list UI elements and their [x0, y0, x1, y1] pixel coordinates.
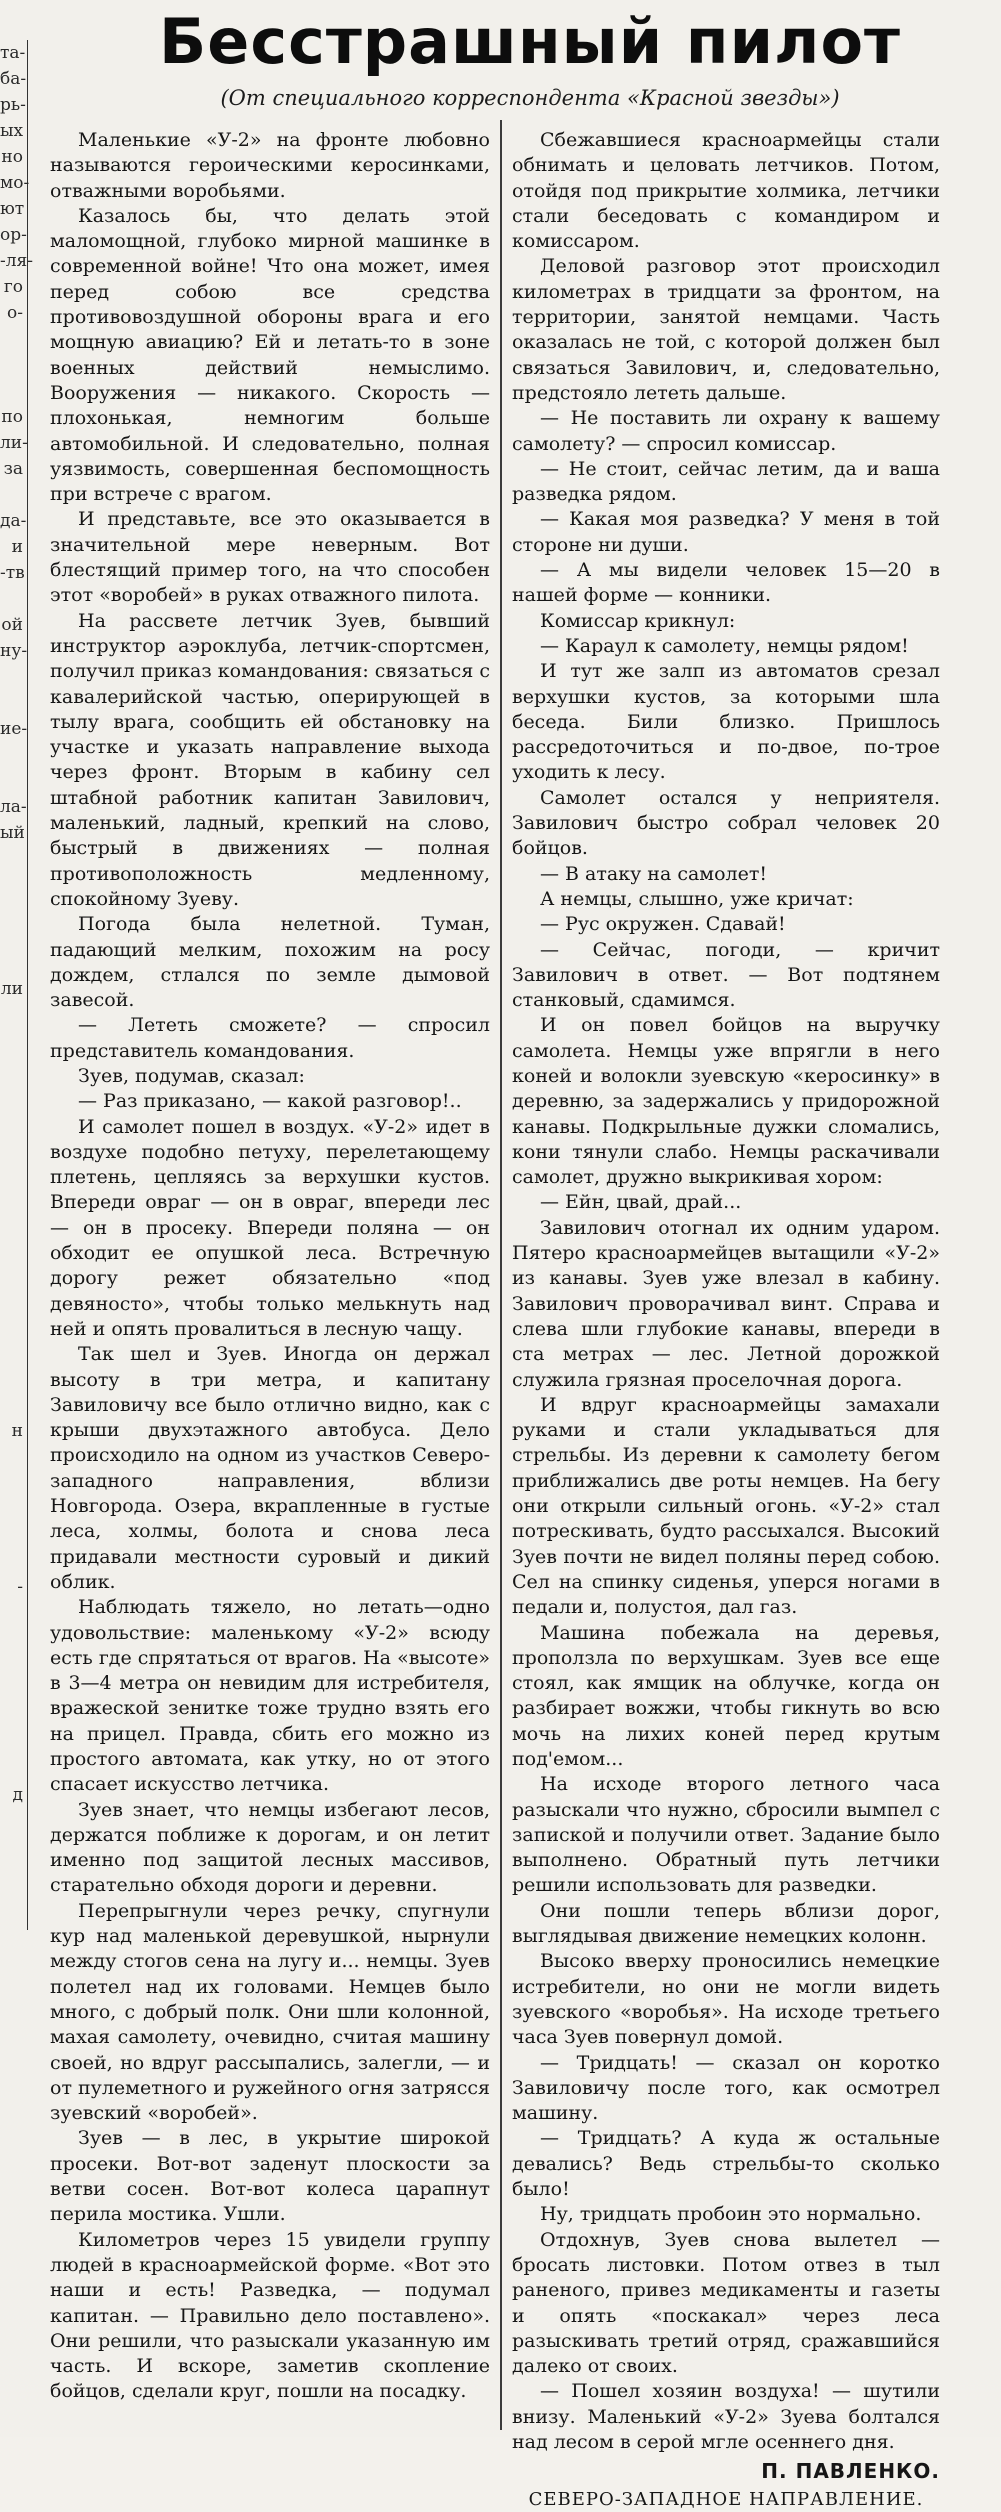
paragraph: — Пошел хозяин воздуха! — шутили внизу. Маленький «У-2» Зуева болтался над лесом в серой мгле осеннего дня.	[512, 2380, 940, 2454]
paragraph: — Рус окружен. Сдавай!	[540, 913, 786, 936]
fragment-line	[0, 1366, 23, 1392]
fragment-line	[0, 1314, 23, 1340]
paragraph: Наблюдать тяжело, но летать—одно удовольствие: маленькому «У-2» всюду есть где спрятаться от врагов. На «высоте» в 3—4 метра он невидим для истребителя, вражеской зенитке тоже трудно взять его на прицел. Правда, сбить его можно из простого автомата, как утку, но от этого спасает искусство летчика.	[50, 1596, 490, 1796]
paragraph: И представьте, все это оказывается в значительной мере неверным. Вот блестящий пример того, на что способен этот «воробей» в руках отважного пилота.	[50, 508, 490, 607]
paragraph: Казалось бы, что делать этой маломощной, глубоко мирной машинке в современной войне! Что она может, имея перед собою все средства противовоздушной обороны врага и его мощную авиацию? Ей и летать-то в зоне военных действий немыслимо. Вооружения — никакого. Скорость — плохонькая, немногим больше автомобильной. И следовательно, полная уязвимость, совершенная беспомощность при встрече с врагом.	[50, 204, 490, 506]
paragraph: Ну, тридцать пробоин это нормально.	[540, 2203, 922, 2226]
fragment-line: по	[1, 407, 23, 427]
fragment-line	[0, 1756, 23, 1782]
fragment-line: -тв	[0, 563, 25, 583]
paragraph: И вдруг красноармейцы замахали руками и стали укладываться для стрельбы. Из деревни к самолету бегом приближались две роты немцев. На бегу они открыли сильный огонь. «У-2» стал потрескивать, будто рассыхался. Высокий Зуев почти не видел поляны перед собою. Сел на спинку сиденья, уперся ногами в педали и, полустоя, дал газ.	[512, 1393, 940, 1619]
fragment-line	[0, 1158, 23, 1184]
paragraph: — Какая моя разведка? У меня в той стороне ни души.	[512, 508, 940, 556]
fragment-line	[0, 1184, 23, 1210]
paragraph: — Раз приказано, — какой разговор!..	[78, 1090, 462, 1113]
fragment-line	[0, 1288, 23, 1314]
fragment-line	[0, 482, 23, 508]
paragraph: — Тридцать! — сказал он коротко Завиловичу после того, как осмотрел машину.	[512, 2051, 940, 2125]
paragraph: — Не поставить ли охрану к вашему самолету? — спросил комиссар.	[512, 407, 940, 455]
fragment-line: ый	[0, 823, 25, 843]
fragment-line: ну-	[0, 641, 28, 661]
paragraph: Завилович отогнал их одним ударом. Пятеро красноармейцев вытащили «У-2» из канавы. Зуев уже влезал в кабину. Завилович проворачивал винт. Справа и слева шли глубокие канавы, впереди в ста метрах — лес. Летной дорожкой служила грязная проселочная дорога.	[512, 1216, 940, 1391]
paragraph: Самолет остался у неприятеля. Завилович быстро собрал человек 20 бойцов.	[512, 786, 940, 860]
fragment-line	[0, 1028, 23, 1054]
fragment-line	[0, 1444, 23, 1470]
fragment-line	[0, 1054, 23, 1080]
fragment-line: ой	[1, 615, 23, 635]
fragment-line: ых	[0, 121, 24, 141]
paragraph: Деловой разговор этот происходил километрах в тридцати за фронтом, на территории, занятой немцами. Часть оказалась не той, с которой должен был связаться Завилович, и, следовательно, предстояло лететь дальше.	[512, 255, 940, 404]
fragment-line: ли	[0, 979, 23, 999]
fragment-line	[0, 1496, 23, 1522]
paragraph: — В атаку на самолет!	[540, 862, 767, 885]
fragment-line	[0, 1080, 23, 1106]
byline-subtitle: (От специального корреспондента «Красной звезды»)	[220, 86, 840, 110]
adjacent-column-fragment	[0, 40, 34, 1930]
fragment-line	[0, 898, 23, 924]
fragment-line	[0, 1470, 23, 1496]
fragment-line: рь-	[0, 95, 26, 115]
fragment-line: ют	[0, 199, 25, 219]
paragraph: На исходе второго летного часа разыскали что нужно, сбросили вымпел с запиской и получили ответ. Задание было выполнено. Обратный путь летчики решили использовать для разведки.	[512, 1773, 940, 1897]
fragment-line: та-	[0, 43, 26, 63]
fragment-line	[0, 1002, 23, 1028]
fragment-line	[0, 1210, 23, 1236]
paragraph: А немцы, слышно, уже кричат:	[540, 887, 854, 910]
fragment-line	[0, 924, 23, 950]
fragment-line: ор-	[0, 225, 27, 245]
fragment-line: д	[12, 1785, 23, 1805]
column-divider	[500, 120, 502, 2430]
paragraph: Комиссар крикнул:	[540, 609, 736, 632]
fragment-line	[0, 768, 23, 794]
page-title: Бесстрашный пилот	[159, 5, 901, 78]
fragment-line	[0, 352, 23, 378]
paragraph: — Сейчас, погоди, — кричит Завилович в ответ. — Вот подтянем станковый, сдамимся.	[512, 938, 940, 1012]
paragraph: — Ейн, цвай, драй...	[540, 1191, 742, 1214]
fragment-line: н	[11, 1421, 23, 1441]
fragment-line	[0, 1236, 23, 1262]
paragraph: И самолет пошел в воздух. «У-2» идет в воздухе подобно петуху, перелетающему плетень, цепляясь за верхушки кустов. Впереди овраг — он в овраг, впереди лес — он в просеку. Впереди поляна — он обходит ее опушкой леса. Встречную дорогу режет обязательно «под девяносто», чтобы только мелькнуть над ней и опять провалиться в лесную чащу.	[50, 1115, 490, 1340]
paragraph: Так шел и Зуев. Иногда он держал высоту в три метра, и капитану Завиловичу все было отлично видно, как с крыши двухэтажного автобуса. Дело происходило на одном из участков Северо-западного направления, вблизи Новгорода. Озера, вкрапленные в густые леса, холмы, болота и снова леса придавали местности суровый и дикий облик.	[50, 1343, 490, 1593]
fragment-line: о-	[7, 303, 23, 323]
fragment-line: го	[3, 277, 23, 297]
paragraph: Зуев, подумав, сказал:	[78, 1064, 305, 1087]
paragraph: Сбежавшиеся красноармейцы стали обнимать и целовать летчиков. Потом, отойдя под прикрытие холмика, летчики стали беседовать с командиром и комиссаром.	[512, 129, 940, 253]
paragraph: — Тридцать? А куда ж остальные девались? Ведь стрельбы-то сколько было!	[512, 2127, 940, 2201]
paragraph: — Караул к самолету, немцы рядом!	[540, 634, 909, 657]
fragment-line: ли-	[0, 433, 28, 453]
article-column-left	[50, 128, 490, 2428]
paragraph: Высоко вверху проносились немецкие истребители, но они не могли видеть зуевского «воробья». На исходе третьего часа Зуев повернул домой.	[512, 1950, 940, 2049]
fragment-line	[0, 1106, 23, 1132]
dateline: СЕВЕРО-ЗАПАДНОЕ НАПРАВЛЕНИЕ.	[528, 2488, 924, 2510]
article-column-right	[512, 128, 940, 2510]
fragment-line	[0, 326, 23, 352]
fragment-line: ла-	[0, 797, 27, 817]
article-column-right-body	[512, 128, 940, 2455]
fragment-line: ие-	[0, 719, 28, 739]
fragment-line	[0, 1262, 23, 1288]
paragraph: Погода была нелетной. Туман, падающий мелким, похожим на росу дождем, стлался по земле дымовой завесой.	[50, 913, 490, 1012]
fragment-line	[0, 872, 23, 898]
fragment-line	[0, 664, 23, 690]
fragment-line: но	[1, 147, 23, 167]
paragraph: — А мы видели человек 15—20 в нашей форме — конники.	[512, 559, 940, 607]
fragment-line: и	[11, 537, 23, 557]
fragment-line: -ля-	[0, 251, 34, 271]
fragment-line: за	[3, 459, 23, 479]
fragment-line	[0, 1730, 23, 1756]
paragraph: Перепрыгнули через речку, спугнули кур над маленькой деревушкой, нырнули между стогов сена на лугу и... немцы. Зуев полетел над их головами. Немцев было много, с добрый полк. Они шли колонной, махая самолету, очевидно, считая машину своей, но вдруг рассыпались, залегли, — и от пулеметного и ружейного огня затрясся зуевский «воробей».	[50, 1899, 490, 2125]
fragment-line	[0, 1522, 23, 1548]
fragment-line	[0, 1132, 23, 1158]
fragment-line	[0, 1340, 23, 1366]
paragraph: Зуев — в лес, в укрытие широкой просеки. Вот-вот заденут плоскости за ветви сосен. Вот-вот колеса царапнут перила мостика. Ушли.	[50, 2127, 490, 2226]
fragment-line: -	[17, 1577, 23, 1597]
fragment-line: ба-	[0, 69, 27, 89]
paragraph: — Не стоит, сейчас летим, да и ваша разведка рядом.	[512, 457, 940, 506]
fragment-line	[0, 846, 23, 872]
fragment-line	[0, 1678, 23, 1704]
paragraph: И он повел бойцов на выручку самолета. Немцы уже впрягли в него коней и волокли зуевскую «керосинку» в деревню, за задержались у придорожной канавы. Подкрыльные дужки сломались, кони тянули слабо. Немцы раскачивали самолет, дружно выкрикивая хором:	[512, 1014, 940, 1189]
paragraph: Машина побежала на деревья, проползла по верхушкам. Зуев все еще стоял, как ямщик на облучке, когда он разбирает вожжи, чтобы гикнуть во всю мочь на лихих коней перед крутым под'емом...	[512, 1621, 940, 1770]
fragment-line	[0, 378, 23, 404]
fragment-line	[0, 690, 23, 716]
fragment-line	[0, 1600, 23, 1626]
fragment-line	[0, 1392, 23, 1418]
paragraph: Маленькие «У-2» на фронте любовно называются героическими керосинками, отважными воробьями.	[50, 129, 490, 202]
paragraph: Они пошли теперь вблизи дорог, выглядывая движение немецких колонн.	[512, 1899, 940, 1948]
fragment-line	[0, 1704, 23, 1730]
paragraph: Отдохнув, Зуев снова вылетел — бросать листовки. Потом отвез в тыл раненого, привез медикаменты и газеты и опять «поскакал» через леса разыскивать третий отряд, сражавшийся далеко от своих.	[512, 2228, 940, 2378]
fragment-line: да-	[0, 511, 27, 531]
fragment-line	[0, 950, 23, 976]
paragraph: И тут же залп из автоматов срезал верхушки кустов, за которыми шла беседа. Били близко. Пришлось рассредоточиться и по-двое, по-трое уходить к лесу.	[512, 660, 940, 784]
paragraph: На рассвете летчик Зуев, бывший инструктор аэроклуба, летчик-спортсмен, получил приказ командования: связаться с кавалерийской частью, оперирующей в тылу врага, сообщить ей обстановку на участке и указать направление выхода через фронт. Вторым в кабину сел штабной работник капитан Завилович, маленький, ладный, крепкий на слово, быстрый в движениях — полная противоположность медленному, спокойному Зуеву.	[50, 609, 490, 910]
paragraph: — Лететь сможете? — спросил представитель командования.	[50, 1014, 490, 1062]
fragment-line: мо-	[0, 173, 30, 193]
author-signature: П. ПАВЛЕНКО.	[761, 2459, 940, 2484]
paragraph: Зуев знает, что немцы избегают лесов, держатся поближе к дорогам, и он летит именно под защитой лесных массивов, старательно обходя дороги и деревни.	[50, 1798, 490, 1897]
fragment-line	[0, 1548, 23, 1574]
paragraph: Километров через 15 увидели группу людей в красноармейской форме. «Вот это наши и есть! Разведка, — подумал капитан. — Правильно дело поставлено». Они решили, что разыскали указанную им часть. И вскоре, заметив скопление бойцов, сделали круг, пошли на посадку.	[50, 2228, 490, 2403]
fragment-line	[0, 1652, 23, 1678]
fragment-line	[0, 742, 23, 768]
fragment-line	[0, 586, 23, 612]
fragment-line	[0, 1626, 23, 1652]
